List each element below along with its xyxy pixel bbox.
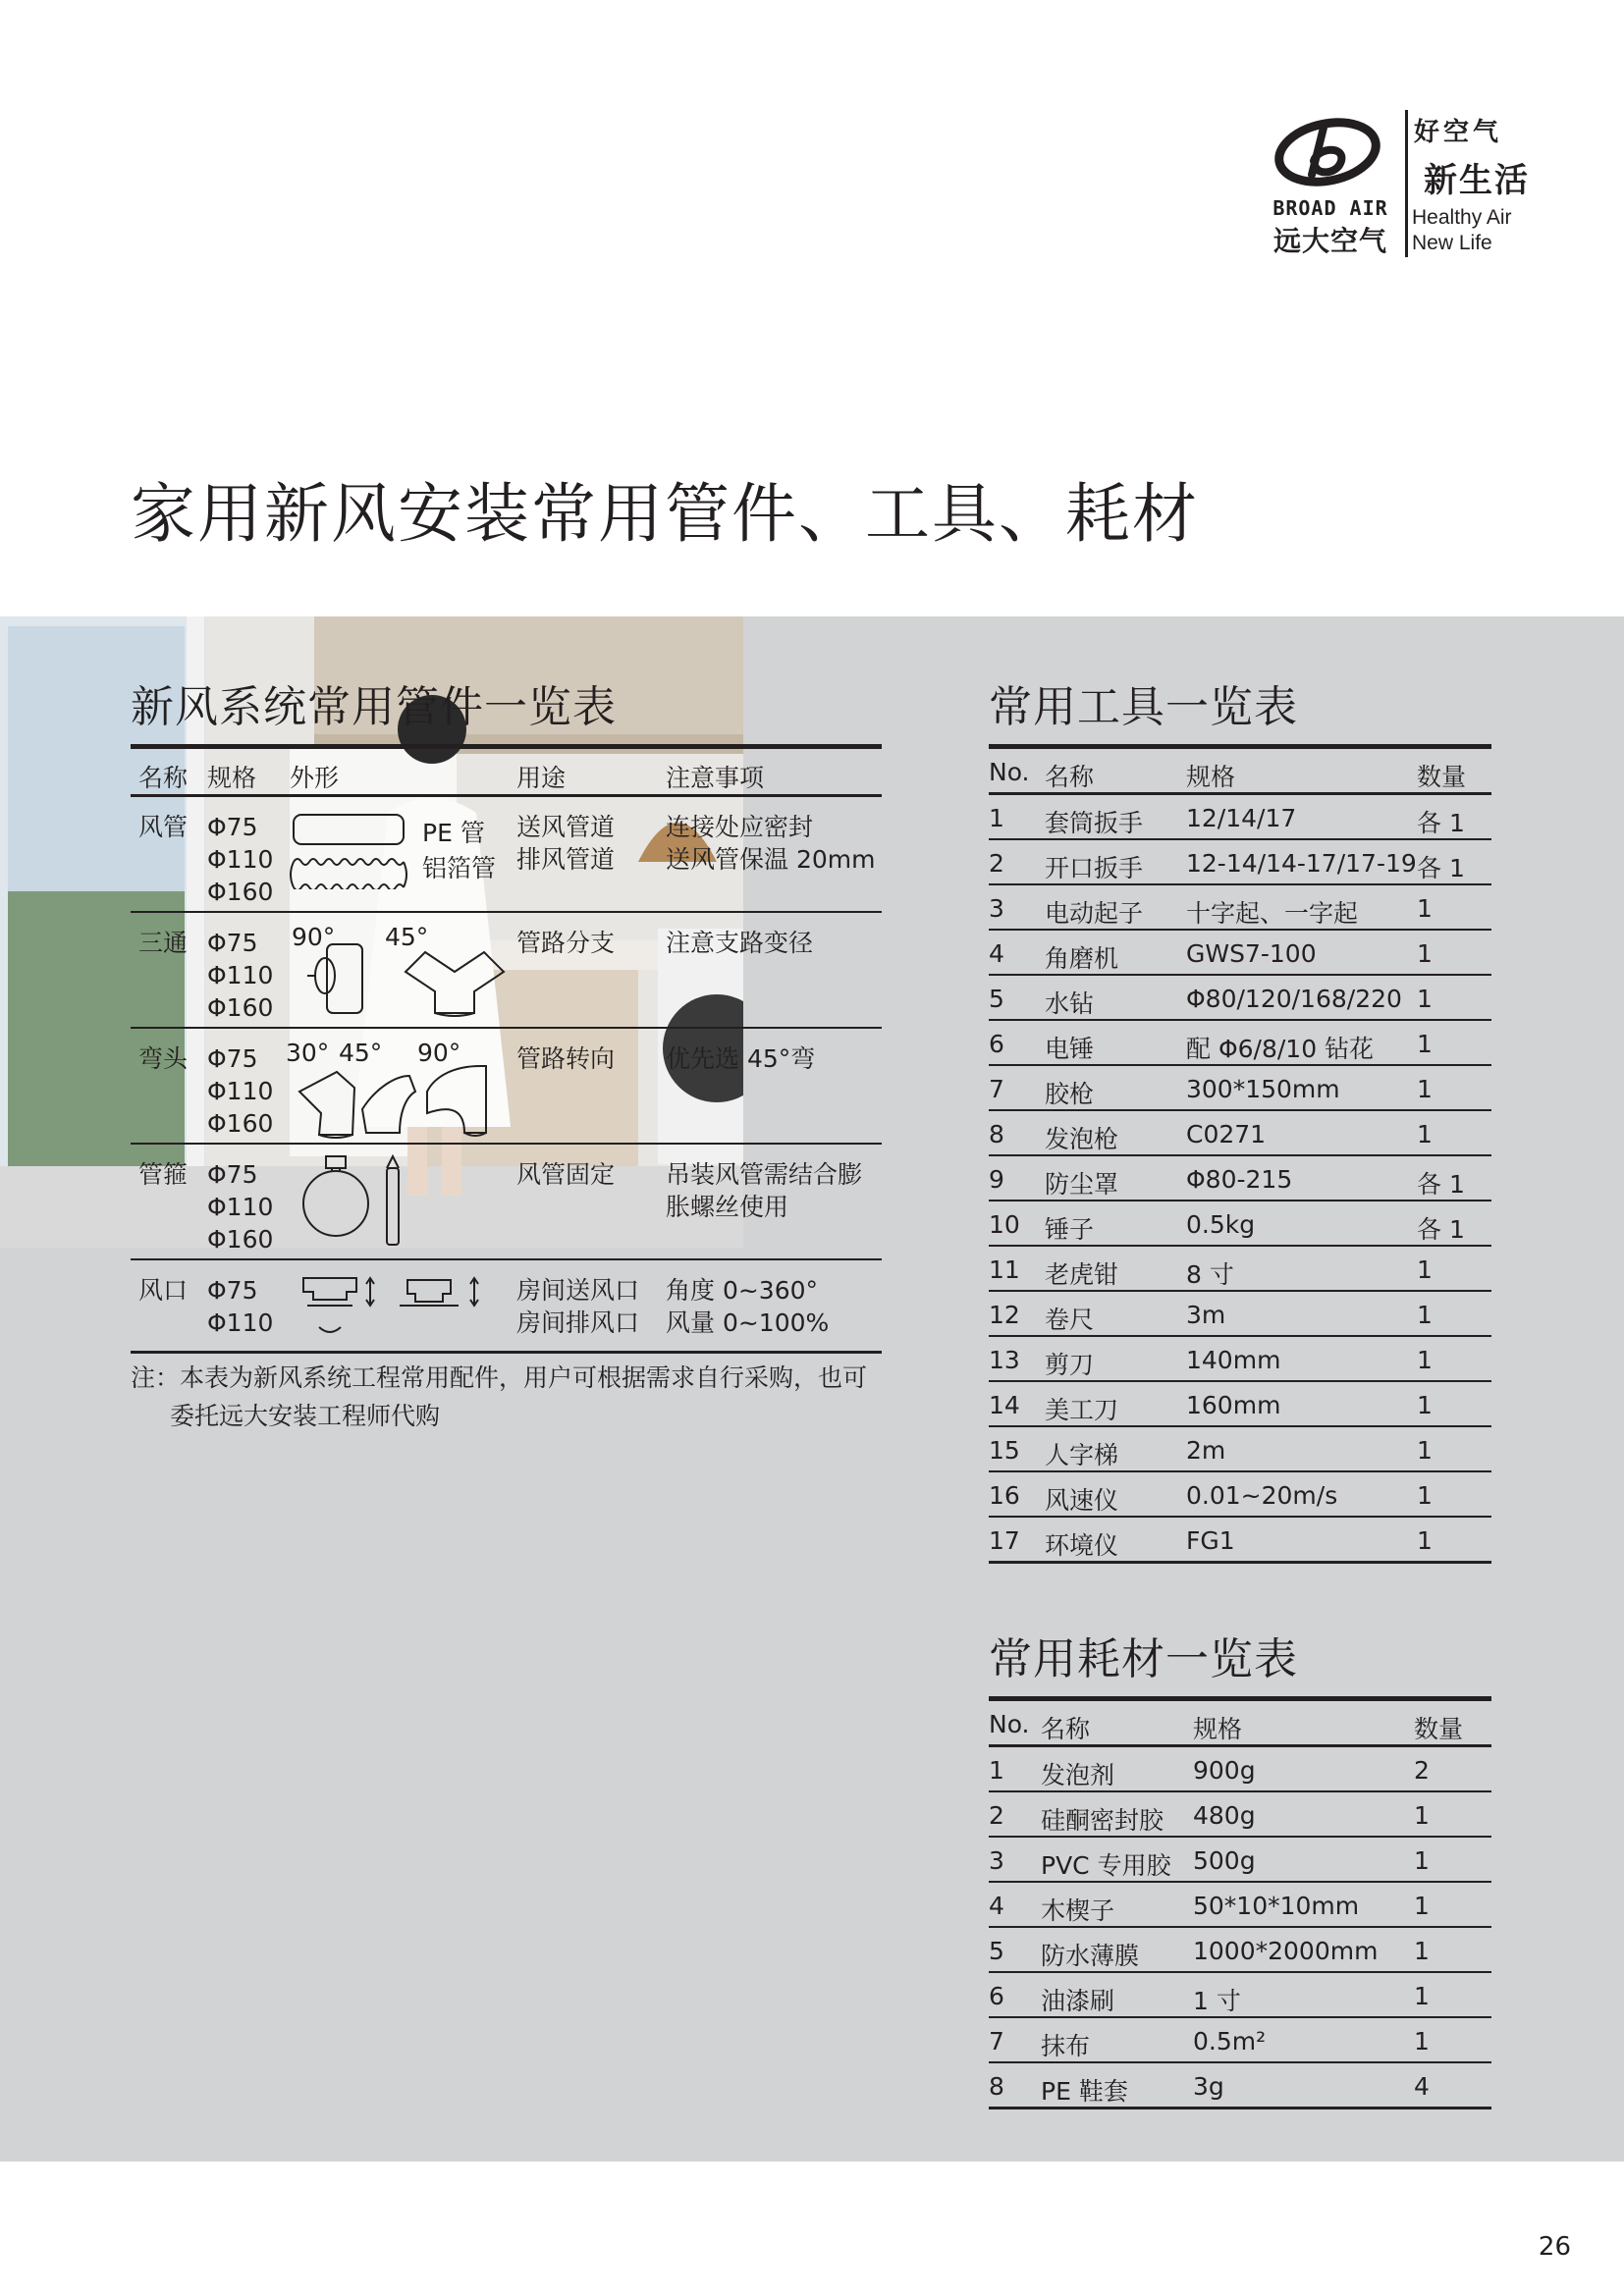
cell-qty: 1 <box>1417 1436 1433 1465</box>
cell-qty: 1 <box>1417 894 1433 923</box>
cell-name: 电锤 <box>1045 1035 1095 1063</box>
table-row <box>989 1518 1491 1564</box>
consumables-rows <box>989 1747 1491 2109</box>
cell-name: PVC 专用胶 <box>1041 1851 1171 1880</box>
fittings-table <box>131 744 882 1354</box>
cell-name: 角磨机 <box>1045 944 1119 973</box>
cell-no: 13 <box>989 1346 1020 1374</box>
table-row <box>989 931 1491 976</box>
fitting-note: 注意支路变径 <box>666 929 814 957</box>
table-row <box>989 1747 1491 1792</box>
fitting-specs: Φ75 Φ110 Φ160 <box>207 929 274 1022</box>
cell-no: 4 <box>989 939 1004 968</box>
cell-name: 防水薄膜 <box>1041 1942 1140 1970</box>
table-row <box>989 1337 1491 1382</box>
duct-pipe-icon <box>290 811 412 889</box>
tools-table <box>989 744 1491 1564</box>
cell-qty: 1 <box>1417 1030 1433 1058</box>
cell-spec: 140mm <box>1186 1346 1281 1374</box>
cell-spec: Φ80-215 <box>1186 1165 1293 1194</box>
cell-no: 1 <box>989 1756 1004 1785</box>
shape-label: 45° <box>339 1039 383 1067</box>
brand-logo <box>1267 110 1551 257</box>
cell-qty: 1 <box>1417 1481 1433 1510</box>
fitting-row-elbow <box>131 1029 882 1145</box>
cell-qty: 1 <box>1417 1526 1433 1555</box>
table-row <box>989 1427 1491 1472</box>
cell-no: 8 <box>989 2072 1004 2101</box>
cell-no: 12 <box>989 1301 1020 1329</box>
cell-no: 11 <box>989 1255 1020 1284</box>
fitting-note: 优先选 45°弯 <box>666 1044 816 1073</box>
tools-title: 常用工具一览表 <box>989 682 1298 732</box>
consumables-table <box>989 1696 1491 2109</box>
cell-qty: 1 <box>1414 1846 1430 1875</box>
broad-air-logo-icon <box>1272 118 1382 187</box>
fitting-use: 管路转向 <box>516 1044 616 1073</box>
cell-no: 9 <box>989 1165 1004 1194</box>
cell-qty: 1 <box>1414 1982 1430 2010</box>
cell-qty: 1 <box>1417 985 1433 1013</box>
shape-label: 45° <box>385 923 429 951</box>
cell-name: 发泡剂 <box>1041 1761 1115 1789</box>
consumables-title: 常用耗材一览表 <box>989 1634 1298 1684</box>
fitting-note: 角度 0~360° 风量 0~100% <box>666 1276 830 1337</box>
tools-rows <box>989 795 1491 1564</box>
cell-qty: 2 <box>1414 1756 1430 1785</box>
cell-spec: 160mm <box>1186 1391 1281 1419</box>
cell-spec: 1000*2000mm <box>1193 1937 1379 1965</box>
cell-name: 卷尺 <box>1045 1306 1095 1334</box>
cell-no: 14 <box>989 1391 1020 1419</box>
table-row <box>989 885 1491 931</box>
brand-name-en: BROAD AIR <box>1272 196 1388 220</box>
fitting-use: 风管固定 <box>516 1160 616 1189</box>
cell-spec: 480g <box>1193 1801 1256 1830</box>
table-row <box>989 1973 1491 2018</box>
fitting-row-clamp <box>131 1145 882 1260</box>
cell-no: 6 <box>989 1982 1004 2010</box>
cell-no: 2 <box>989 1801 1004 1830</box>
cell-spec: Φ80/120/168/220 <box>1186 985 1402 1013</box>
tools-header-row: No. 名称 规格 数量 <box>989 749 1491 795</box>
table-row <box>989 2063 1491 2109</box>
fittings-header-row <box>131 749 882 797</box>
fitting-use: 房间送风口 房间排风口 <box>516 1276 640 1337</box>
cell-no: 5 <box>989 1937 1004 1965</box>
cell-spec: GWS7-100 <box>1186 939 1317 968</box>
slogan-line-1: 好空气 <box>1414 118 1503 147</box>
cell-no: 16 <box>989 1481 1020 1510</box>
table-row <box>989 976 1491 1021</box>
cell-no: 7 <box>989 1075 1004 1103</box>
shape-label: 铝箔管 <box>422 854 497 882</box>
fitting-note: 连接处应密封 送风管保温 20mm <box>666 813 876 874</box>
cell-no: 3 <box>989 1846 1004 1875</box>
cell-name: 风速仪 <box>1045 1486 1119 1515</box>
cell-spec: 3g <box>1193 2072 1224 2101</box>
cell-spec: 500g <box>1193 1846 1256 1875</box>
cell-spec: 0.5m² <box>1193 2027 1267 2056</box>
cell-no: 17 <box>989 1526 1020 1555</box>
table-row <box>989 1111 1491 1156</box>
tee-fitting-icon <box>307 933 514 1021</box>
cell-qty: 1 <box>1417 1301 1433 1329</box>
shape-label: 90° <box>417 1039 461 1067</box>
table-row <box>989 1066 1491 1111</box>
shape-label: PE 管 <box>422 819 485 847</box>
cell-name: 油漆刷 <box>1041 1987 1115 2015</box>
cell-qty: 1 <box>1417 939 1433 968</box>
table-row <box>989 1156 1491 1201</box>
cell-spec: FG1 <box>1186 1526 1235 1555</box>
cell-no: 1 <box>989 804 1004 832</box>
cell-qty: 4 <box>1414 2072 1430 2101</box>
cell-qty: 各 1 <box>1417 854 1465 882</box>
fitting-specs: Φ75 Φ110 <box>207 1276 274 1337</box>
page-number: 26 <box>1538 2232 1571 2262</box>
cell-spec: 0.01~20m/s <box>1186 1481 1338 1510</box>
cell-qty: 各 1 <box>1417 1215 1465 1244</box>
header-spec: 规格 <box>207 764 257 792</box>
cell-qty: 1 <box>1414 2027 1430 2056</box>
cell-name: 抹布 <box>1041 2032 1091 2060</box>
cell-spec: 900g <box>1193 1756 1256 1785</box>
cell-spec: 300*150mm <box>1186 1075 1340 1103</box>
cell-name: 剪刀 <box>1045 1351 1095 1379</box>
cell-spec: C0271 <box>1186 1120 1267 1148</box>
cell-name: 硅酮密封胶 <box>1041 1806 1164 1835</box>
fitting-name: 管箍 <box>138 1160 189 1189</box>
consumables-header-row: No. 名称 规格 数量 <box>989 1701 1491 1747</box>
fitting-specs: Φ75 Φ110 Φ160 <box>207 1044 274 1138</box>
shape-label: 90° <box>292 923 336 951</box>
cell-name: 环境仪 <box>1045 1531 1119 1560</box>
cell-qty: 各 1 <box>1417 1170 1465 1199</box>
fitting-name: 三通 <box>138 929 189 957</box>
cell-qty: 各 1 <box>1417 809 1465 837</box>
cell-qty: 1 <box>1417 1075 1433 1103</box>
fitting-row-vent <box>131 1260 882 1354</box>
cell-spec: 配 Φ6/8/10 钻花 <box>1186 1035 1375 1063</box>
fitting-name: 风管 <box>138 813 189 841</box>
cell-qty: 1 <box>1414 1892 1430 1920</box>
cell-name: 锤子 <box>1045 1215 1095 1244</box>
cell-no: 15 <box>989 1436 1020 1465</box>
header-use: 用途 <box>516 764 567 792</box>
cell-qty: 1 <box>1417 1391 1433 1419</box>
slogan-en-line-2: New Life <box>1412 232 1492 254</box>
brand-name-cn: 远大空气 <box>1272 225 1387 257</box>
header-note: 注意事项 <box>666 764 765 792</box>
cell-name: 木楔子 <box>1041 1896 1115 1925</box>
table-row <box>989 1792 1491 1838</box>
cell-spec: 50*10*10mm <box>1193 1892 1360 1920</box>
header-name: 名称 <box>138 764 189 792</box>
cell-spec: 十字起、一字起 <box>1186 899 1359 928</box>
cell-spec: 12/14/17 <box>1186 804 1297 832</box>
fittings-title: 新风系统常用管件一览表 <box>131 682 617 732</box>
cell-spec: 12-14/14-17/17-19 <box>1186 849 1417 878</box>
cell-no: 8 <box>989 1120 1004 1148</box>
table-row <box>989 795 1491 840</box>
cell-name: 开口扳手 <box>1045 854 1144 882</box>
cell-name: 老虎钳 <box>1045 1260 1119 1289</box>
fitting-note: 吊装风管需结合膨 胀螺丝使用 <box>666 1160 863 1221</box>
cell-no: 2 <box>989 849 1004 878</box>
table-row <box>989 2018 1491 2063</box>
fittings-footnote: 注：本表为新风系统工程常用配件，用户可根据需求自行采购，也可 委托远大安装工程师代购 <box>131 1363 868 1430</box>
cell-name: 胶枪 <box>1045 1080 1095 1108</box>
cell-spec: 2m <box>1186 1436 1226 1465</box>
slogan-line-2: 新生活 <box>1424 161 1530 200</box>
cell-qty: 1 <box>1414 1937 1430 1965</box>
cell-qty: 1 <box>1414 1801 1430 1830</box>
table-row <box>989 1247 1491 1292</box>
table-row <box>989 1472 1491 1518</box>
table-row <box>989 1883 1491 1928</box>
cell-name: 水钻 <box>1045 989 1095 1018</box>
fitting-use: 送风管道 排风管道 <box>516 813 616 874</box>
cell-spec: 3m <box>1186 1301 1226 1329</box>
cell-no: 3 <box>989 894 1004 923</box>
cell-qty: 1 <box>1417 1255 1433 1284</box>
fitting-row-duct <box>131 797 882 913</box>
cell-name: 电动起子 <box>1045 899 1144 928</box>
table-row <box>989 1201 1491 1247</box>
cell-no: 5 <box>989 985 1004 1013</box>
cell-spec: 8 寸 <box>1186 1260 1234 1289</box>
fitting-name: 弯头 <box>138 1044 189 1073</box>
content-panel <box>0 616 1624 2162</box>
fitting-use: 管路分支 <box>516 929 616 957</box>
table-row <box>989 1838 1491 1883</box>
cell-name: 套筒扳手 <box>1045 809 1144 837</box>
table-row <box>989 1382 1491 1427</box>
table-row <box>989 1292 1491 1337</box>
table-row <box>989 1021 1491 1066</box>
table-row <box>989 1928 1491 1973</box>
cell-qty: 1 <box>1417 1346 1433 1374</box>
cell-name: PE 鞋套 <box>1041 2077 1128 2106</box>
cell-no: 6 <box>989 1030 1004 1058</box>
shape-label: 30° <box>286 1039 330 1067</box>
pipe-clamp-icon <box>302 1154 410 1249</box>
page-title: 家用新风安装常用管件、工具、耗材 <box>131 476 1199 552</box>
cell-no: 7 <box>989 2027 1004 2056</box>
cell-no: 4 <box>989 1892 1004 1920</box>
cell-no: 10 <box>989 1210 1020 1239</box>
cell-spec: 1 寸 <box>1193 1987 1241 2015</box>
fitting-specs: Φ75 Φ110 Φ160 <box>207 1160 274 1254</box>
table-row <box>989 840 1491 885</box>
header-shape: 外形 <box>290 764 340 792</box>
fitting-specs: Φ75 Φ110 Φ160 <box>207 813 274 906</box>
cell-qty: 1 <box>1417 1120 1433 1148</box>
slogan-en-line-1: Healthy Air <box>1412 206 1512 229</box>
elbow-fitting-icon <box>298 1062 504 1139</box>
air-vent-icon <box>298 1272 494 1349</box>
fitting-row-tee <box>131 913 882 1029</box>
cell-name: 人字梯 <box>1045 1441 1119 1469</box>
cell-name: 防尘罩 <box>1045 1170 1119 1199</box>
fitting-name: 风口 <box>138 1276 189 1305</box>
cell-name: 美工刀 <box>1045 1396 1119 1424</box>
cell-name: 发泡枪 <box>1045 1125 1119 1153</box>
cell-spec: 0.5kg <box>1186 1210 1256 1239</box>
logo-divider <box>1405 110 1408 257</box>
